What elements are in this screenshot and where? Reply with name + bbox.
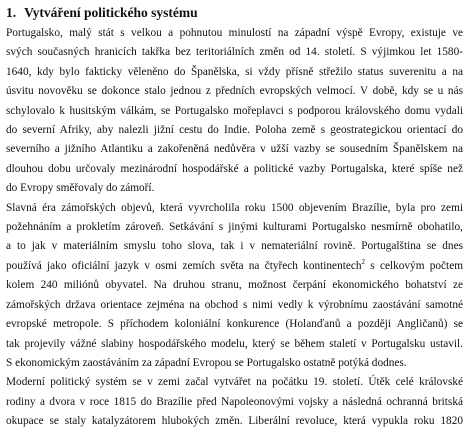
section-title: Vytváření politického systému: [24, 5, 198, 20]
text-line: schylovalo k husitským válkám, se Portugalsko mořeplavci s podporou královského domu vydali: [6, 104, 463, 117]
text-line: dlouhou dobu určovaly mezinárodní hospodářské a politické vazby Portugalska, které spíše než: [6, 162, 463, 175]
text-line: Moderní politický systém se v zemi začal vytvářet na počátku 19. století. Útěk celé královské: [6, 376, 463, 389]
text-line: 1640, kdy bylo fakticky věleněno do Španělska, si vždy přísně střežilo status suverenitu a na: [6, 65, 463, 78]
text-line: Portugalsko, malý stát s velkou a pohnutou minulostí na západní výspě Evropy, existuje ve: [6, 27, 463, 39]
section-number: 1.: [6, 5, 17, 20]
paragraph-2: [6, 199, 463, 374]
text-line: a to jak v materiálním smyslu toho slova, tak i v nemateriální rovině. Portugalština se dnes: [6, 240, 463, 253]
paragraph-1: [6, 24, 463, 199]
paragraph-3: [6, 373, 463, 431]
text-line: úsvitu novověku se dokonce stalo jednou z předních evropských velmocí. V době, kdy se u nás: [6, 85, 463, 98]
text-line: kolem 240 miliónů obyvatel. Na druhou stranu, možnost čerpání ekonomického bohatství ze: [6, 279, 463, 292]
text-line: tak projevily vážné slabiny hospodářského modelu, který se během staletí v Portugalsku ustavil.: [6, 337, 463, 350]
text-line-with-footnote: [6, 257, 463, 276]
text-line: okupace se staly katalyzátorem hlubokých změn. Liberální revoluce, která vypukla roku 1820: [6, 415, 463, 428]
text-line: do severní Afriky, aby nalezli jižní cestu do Indie. Poloha země s geostrategickou orientací do: [6, 124, 463, 137]
text-line: severního a jižního Atlantiku a zakořeněná nedůvěra v užší vazby se sousedním Španělskem na: [6, 143, 463, 156]
text-line: rodiny a dvora v roce 1815 do Brazílie před Napoleonovými vojsky a následná ochranná britská: [6, 395, 463, 408]
section-heading: [6, 4, 463, 22]
text-line: do Evropy směřovaly do zámoří.: [6, 182, 155, 195]
text-line: Slavná éra zámořských objevů, která vyvrcholila roku 1500 objevením Brazílie, byla pro zemi: [6, 201, 463, 214]
text-line: evropské metropole. S příchodem koloniální konkurence (Holanďanů a později Angličanů) se: [6, 318, 463, 331]
footnote-marker[interactable]: 2: [361, 258, 366, 267]
text-line: svých současných hranicích takřka bez teritoriálních změn od 14. století. S výjimkou let 1580-: [6, 46, 463, 59]
text-line: požehnáním a prokletím zároveň. Setkávání s jinými kulturami Portugalsko nesmírně obohatilo,: [6, 221, 463, 234]
text-line: zámořských država orientace zejména na obchod s nimi vedly k výrobnímu zaostávání samotné: [6, 298, 463, 311]
text-segment: s celkovým počtem: [365, 259, 463, 272]
text-line: S ekonomickým zaostáváním za západní Evropou se Portugalsko ostatně potýká dodnes.: [6, 356, 407, 369]
text-segment: používá jako oficiální jazyk v osmi zemích světa na čtyřech kontinentech: [6, 259, 362, 272]
